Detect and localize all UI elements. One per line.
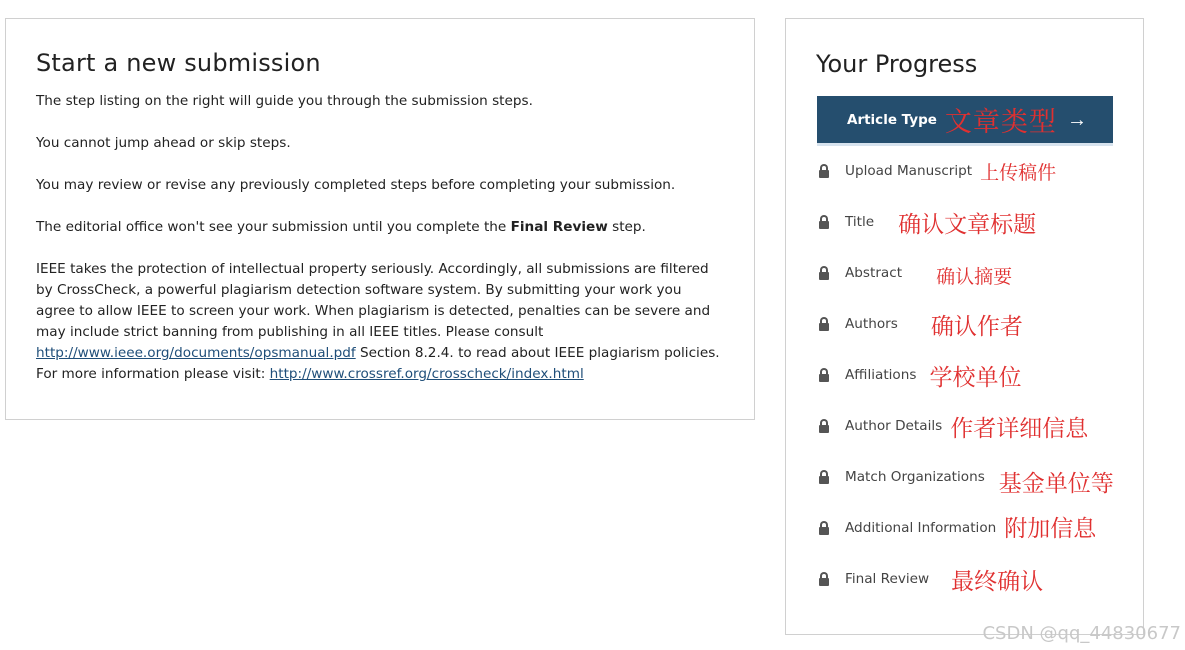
step-annotation: 学校单位 (929, 363, 1022, 390)
step-additional-information (817, 513, 1096, 543)
step-affiliations (817, 360, 1021, 390)
step-annotation: 附加信息 (1004, 515, 1097, 541)
intro-text-3: You may review or revise any previously completed steps before completing your submission. (36, 177, 676, 193)
csdn-watermark: CSDN @qq_44830677 (982, 623, 1181, 644)
lock-icon (817, 360, 831, 390)
step-label: Match Organizations (845, 469, 985, 485)
intro-text-4-post: step. (607, 219, 646, 235)
step-annotation: 基金单位等 (998, 469, 1114, 496)
lock-icon (817, 156, 831, 186)
lock-icon (817, 462, 831, 492)
progress-title: Your Progress (816, 50, 978, 78)
step-final-review (817, 564, 1043, 594)
step-annotation: 上传稿件 (980, 162, 1057, 184)
final-review-emphasis: Final Review (510, 219, 608, 235)
step-annotation: 确认文章标题 (898, 210, 1037, 237)
step-annotation: 文章类型 (944, 107, 1057, 137)
intro-text-2: You cannot jump ahead or skip steps. (36, 135, 291, 151)
step-label: Article Type (847, 111, 937, 128)
lock-icon (817, 309, 831, 339)
step-match-organizations (817, 462, 1114, 496)
plagiarism-notice (36, 259, 724, 385)
lock-icon (817, 513, 831, 543)
lock-icon (817, 258, 831, 288)
page-title: Start a new submission (36, 49, 321, 77)
step-label: Title (845, 214, 875, 230)
step-label: Affiliations (845, 367, 917, 383)
step-label: Final Review (845, 571, 930, 587)
progress-panel (785, 18, 1144, 635)
step-label: Authors (845, 316, 898, 332)
step-label: Upload Manuscript (845, 163, 973, 179)
lock-icon (817, 564, 831, 594)
step-annotation: 最终确认 (951, 567, 1044, 594)
submission-intro-panel (5, 18, 755, 420)
intro-text-4 (36, 217, 724, 238)
step-author-details (817, 411, 1088, 441)
intro-text-4-pre: The editorial office won't see your submission until you complete the (36, 219, 511, 235)
lock-icon (817, 207, 831, 237)
plagiarism-text-mid: Section 8.2.4. to read about IEEE plagiarism policies. For more information please visit: (36, 345, 720, 382)
step-upload-manuscript (817, 156, 1056, 186)
step-label: Abstract (845, 265, 903, 281)
crosscheck-link[interactable]: http://www.crossref.org/crosscheck/index.html (269, 366, 584, 382)
step-label: Additional Information (845, 520, 997, 536)
step-annotation: 作者详细信息 (950, 414, 1089, 441)
step-label: Author Details (845, 418, 943, 434)
lock-icon (817, 411, 831, 441)
step-annotation: 确认作者 (930, 312, 1023, 339)
ops-manual-link[interactable]: http://www.ieee.org/documents/opsmanual.pdf (36, 345, 356, 361)
step-annotation: 确认摘要 (936, 266, 1013, 288)
step-article-type[interactable] (817, 96, 1113, 146)
intro-text-1: The step listing on the right will guide you through the submission steps. (36, 93, 533, 109)
plagiarism-text: IEEE takes the protection of intellectual property seriously. Accordingly, all submissions are filtered by CrossCheck, a powerful plagiarism detection software system. By submitting your work you agree to allow IEEE to screen your work. When plagiarism is detected, penalties can be severe and may include strict banning from publishing in all IEEE titles. Please consult (36, 261, 711, 340)
step-authors (817, 309, 1023, 339)
step-title (817, 207, 1036, 237)
arrow-right-icon: → (1067, 109, 1087, 131)
step-abstract (817, 258, 1012, 288)
